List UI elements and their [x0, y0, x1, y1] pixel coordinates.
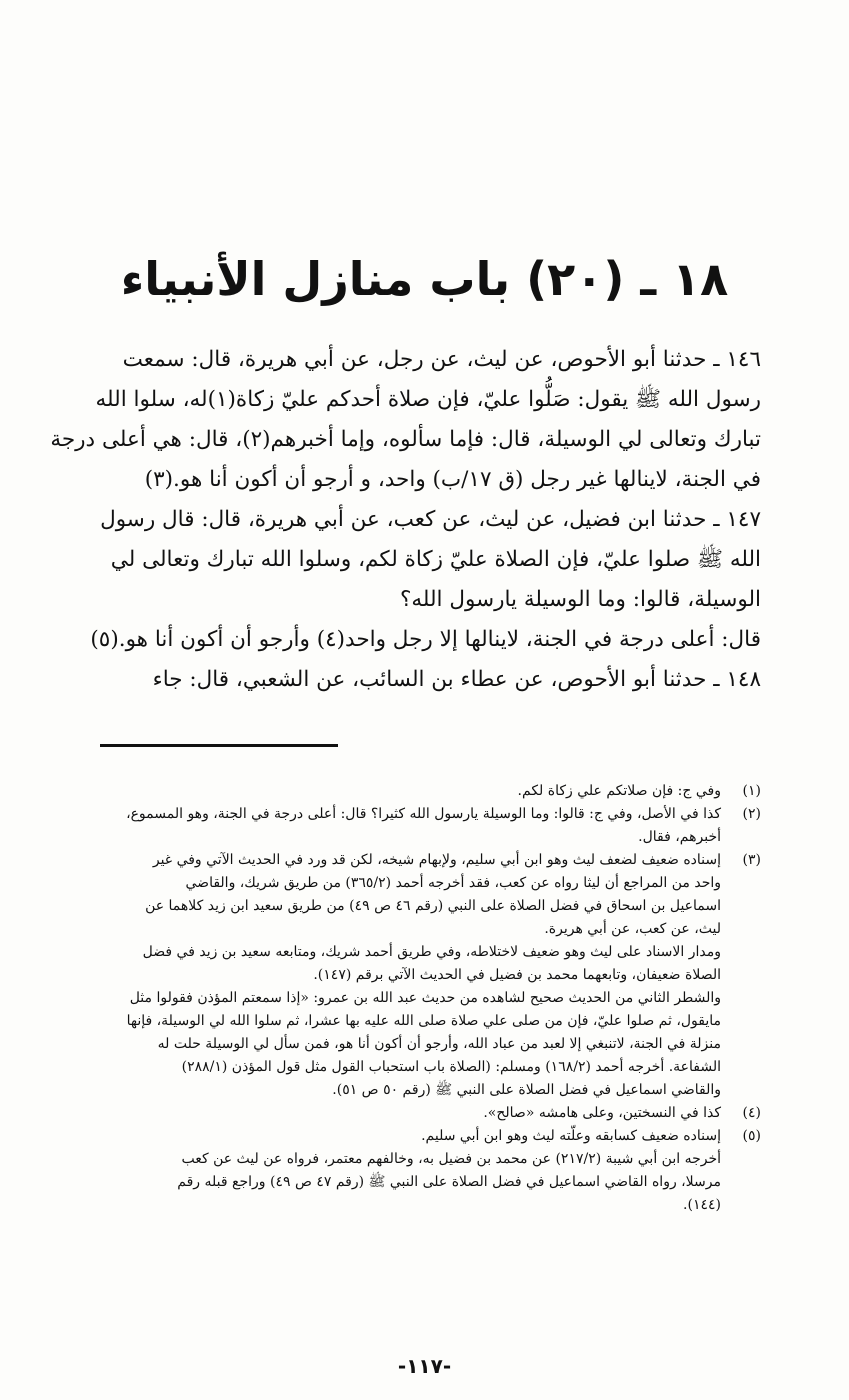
text-line: في الجنة، لاينالها غير رجل (ق ١٧/ب) واحد، و أرجو أن أكون أنا هو.(٣)	[144, 467, 761, 492]
text-line: الله ﷺ صلوا عليّ، فإن الصلاة عليّ زكاة لكم، وسلوا الله تبارك وتعالى لي	[110, 547, 761, 572]
footnote-divider	[100, 744, 338, 747]
footnote-line: أخبرهم، فقال.	[638, 829, 721, 845]
footnote-line: اسماعيل بن اسحاق في فضل الصلاة على النبي (رقم ٤٦ ص ٤٩) من طريق سعيد ابن زيد كلاهما عن	[145, 898, 721, 914]
footnote-line: واحد من المراجع أن ليثا رواه عن كعب، فقد أخرجه أحمد (٣٦٥/٢) من طريق شريك، والقاضي	[185, 875, 721, 891]
footnote-line: الشفاعة. أخرجه أحمد (١٦٨/٢) ومسلم: (الصلاة باب استحباب القول مثل قول المؤذن (٢٨٨/١)	[181, 1059, 721, 1075]
footnote-line: منزلة في الجنة، لاتنبغي إلا لعبد من عباد الله، وأرجو أن أكون أنا هو، فمن سأل لي الوسيلة حلت له	[157, 1036, 721, 1052]
footnote-number: (٢)	[742, 806, 761, 822]
footnote-line: كذا في النسختين، وعلى هامشه «صالح».	[483, 1105, 721, 1121]
text-line: ١٤٦ ـ حدثنا أبو الأحوص، عن ليث، عن رجل، عن أبي هريرة، قال: سمعت	[122, 347, 761, 372]
footnote-line: (١٤٤).	[683, 1197, 721, 1213]
chapter-title: ١٨ ـ (٢٠) باب منازل الأنبياء	[120, 252, 729, 306]
footnote	[85, 849, 761, 1102]
hadith-text	[50, 340, 761, 700]
footnote-line: أخرجه ابن أبي شيبة (٢١٧/٢) عن محمد بن فضيل به، وخالفهم معتمر، فرواه عن ليث عن كعب	[181, 1151, 721, 1167]
footnote-line: وفي ج: فإن صلاتكم علي زكاة لكم.	[517, 783, 721, 799]
footnote-line: والشطر الثاني من الحديث صحيح لشاهده من حديث عبد الله بن عمرو: «إذا سمعتم المؤذن فقولوا مثل	[129, 990, 721, 1006]
footnote-line: والقاضي اسماعيل في فضل الصلاة على النبي ﷺ (رقم ٥٠ ص ٥١).	[332, 1082, 721, 1098]
footnote-number: (١)	[742, 783, 761, 799]
footnote-line: مرسلا، رواه القاضي اسماعيل في فضل الصلاة على النبي ﷺ (رقم ٤٧ ص ٤٩) وراجع قبله رقم	[177, 1174, 721, 1190]
footnote-line: إسناده ضعيف لضعف ليث وهو ابن أبي سليم، ولإبهام شيخه، لكن قد ورد في الحديث الآتي وفي غير	[152, 852, 721, 868]
footnote	[85, 1102, 761, 1125]
footnote-line: إسناده ضعيف كسابقه وعلّته ليث وهو ابن أبي سليم.	[421, 1128, 721, 1144]
page-number: -١١٧-	[397, 1354, 452, 1378]
footnote-line: ومدار الاسناد على ليث وهو ضعيف لاختلاطه، وفي طريق أحمد شريك، ومتابعه سعيد بن زيد في فضل	[142, 944, 721, 960]
text-line: رسول الله ﷺ يقول: صَلُّوا عليّ، فإن صلاة أحدكم عليّ زكاة(١)له، سلوا الله	[95, 387, 761, 412]
footnote-number: (٥)	[742, 1128, 761, 1144]
footnote	[85, 1125, 761, 1217]
text-line: قال: أعلى درجة في الجنة، لاينالها إلا رجل واحد(٤) وأرجو أن أكون أنا هو.(٥)	[90, 627, 761, 652]
footnote-number: (٤)	[742, 1105, 761, 1121]
footnote-number: (٣)	[742, 852, 761, 868]
footnote-line: ليث، عن كعب، عن أبي هريرة.	[544, 921, 721, 937]
text-line: الوسيلة، قالوا: وما الوسيلة يارسول الله؟	[399, 587, 761, 612]
footnote-line: الصلاة ضعيفان، وتابعهما محمد بن فضيل في الحديث الآتي برقم (١٤٧).	[313, 967, 721, 983]
footnotes	[85, 780, 761, 1217]
text-line: تبارك وتعالى لي الوسيلة، قال: فإما سألوه، وإما أخبرهم(٢)، قال: هي أعلى درجة	[50, 427, 761, 452]
footnote	[85, 803, 761, 849]
text-line: ١٤٧ ـ حدثنا ابن فضيل، عن ليث، عن كعب، عن أبي هريرة، قال: قال رسول	[100, 507, 761, 532]
footnote-line: كذا في الأصل، وفي ج: قالوا: وما الوسيلة يارسول الله كثيرا؟ قال: أعلى درجة في الجنة، وهو المسموع،	[126, 806, 721, 822]
text-line: ١٤٨ ـ حدثنا أبو الأحوص، عن عطاء بن السائب، عن الشعبي، قال: جاء	[152, 667, 761, 692]
footnote-line: مايقول، ثم صلوا عليّ، فإن من صلى علي صلاة صلى الله عليه بها عشرا، ثم سلوا الله لي الوسيلة، فإنها	[126, 1013, 721, 1029]
footnote	[85, 780, 761, 803]
